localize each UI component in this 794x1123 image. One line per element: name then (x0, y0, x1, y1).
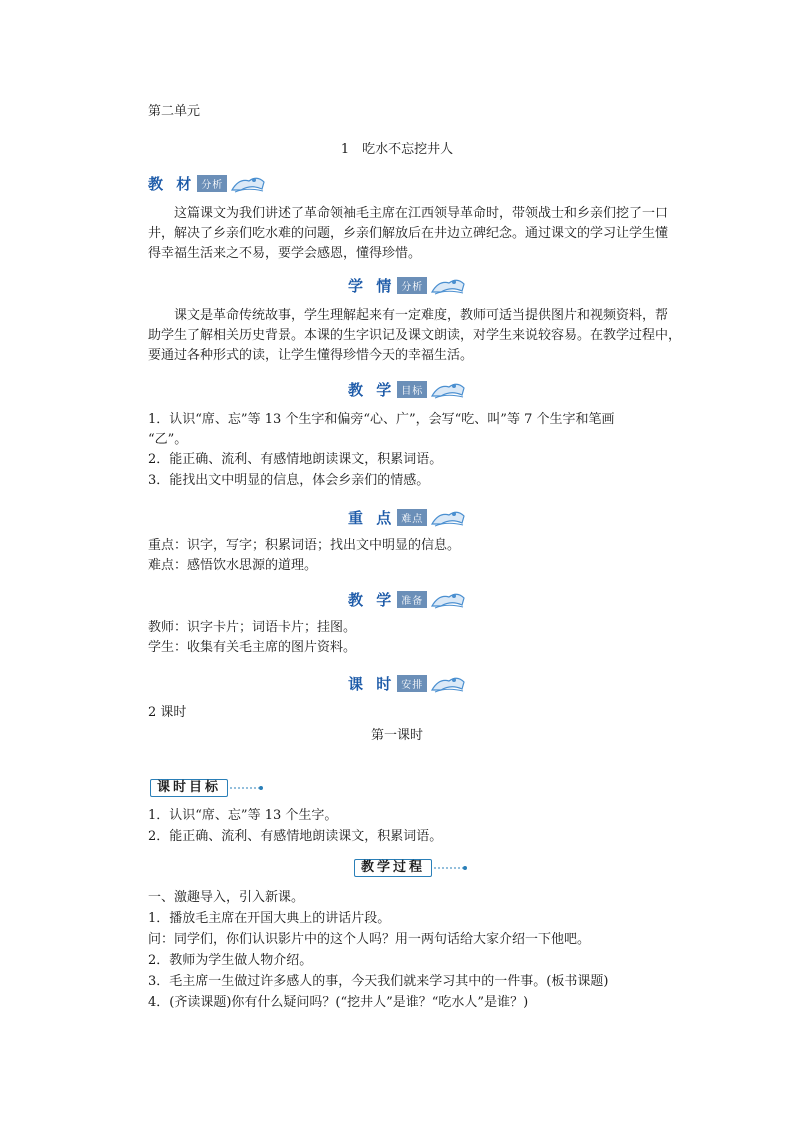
book-mascot-icon (429, 378, 467, 400)
book-mascot-icon (429, 588, 467, 610)
teaching-process-header (354, 858, 468, 878)
section-header-keshi (348, 670, 467, 696)
section-header-mubiao (348, 376, 467, 402)
book-mascot-icon (429, 506, 467, 528)
unit-label: 第二单元 (148, 104, 201, 119)
prep-line: 教师：识字卡片；词语卡片；挂图。 (148, 620, 357, 635)
section-header-zhunbei (348, 586, 467, 612)
goal-line: “乙”。 (148, 432, 188, 447)
key-point-line: 重点：识字，写字；积累词语；找出文中明显的信息。 (148, 538, 461, 553)
section-header-main: 教 材 (148, 174, 196, 193)
section-header-main: 教 学 (348, 380, 396, 399)
process-line: 3．毛主席一生做过许多感人的事，今天我们就来学习其中的一件事。(板书课题) (148, 974, 609, 989)
first-lesson-title: 第一课时 (370, 728, 423, 743)
section-header-main: 学 情 (348, 276, 396, 295)
section-header-xueqing (348, 272, 467, 298)
section-header-zhongdian (348, 504, 467, 530)
prep-line: 学生：收集有关毛主席的图片资料。 (148, 640, 357, 655)
goal-line: 1．认识“席、忘”等 13 个生字和偏旁“心、广”，会写“吃、叫”等 7 个生字和笔画 (148, 412, 615, 427)
section-header-tag: 准备 (397, 591, 427, 608)
book-mascot-icon (429, 672, 467, 694)
section-header-main: 重 点 (348, 508, 396, 527)
section-header-tag: 安排 (397, 675, 427, 692)
para-line: 井，解决了乡亲们吃水难的问题，乡亲们解放后在井边立碑纪念。通过课文的学习让学生懂 (148, 226, 669, 241)
lesson-goal-line: 1．认识“席、忘”等 13 个生字。 (148, 808, 338, 823)
process-line: 问：同学们，你们认识影片中的这个人吗？用一两句话给大家介绍一下他吧。 (148, 932, 591, 947)
process-line: 2．教师为学生做人物介绍。 (148, 953, 313, 968)
dotted-decoration-icon (434, 863, 468, 873)
difficulty-line: 难点：感悟饮水思源的道理。 (148, 558, 318, 573)
section-header-tag: 分析 (197, 175, 227, 192)
para-line: 要通过各种形式的读，让学生懂得珍惜今天的幸福生活。 (148, 348, 474, 363)
section-header-main: 课 时 (348, 674, 396, 693)
para-line: 得幸福生活来之不易，要学会感恩，懂得珍惜。 (148, 246, 422, 261)
book-mascot-icon (429, 274, 467, 296)
para-line: 助学生了解相关历史背景。本课的生字识记及课文朗读，对学生来说较容易。在教学过程中， (148, 328, 682, 343)
section-header-tag: 目标 (397, 381, 427, 398)
para-line: 课文是革命传统故事，学生理解起来有一定难度，教师可适当提供图片和视频资料，帮 (174, 308, 669, 323)
lesson-goal-line: 2．能正确、流利、有感情地朗读课文，积累词语。 (148, 829, 443, 844)
section-header-jiaocai (148, 170, 267, 196)
process-line: 4．(齐读课题)你有什么疑问吗？(“挖井人”是谁？“吃水人”是谁？) (148, 995, 529, 1010)
dotted-decoration-icon (230, 783, 264, 793)
teaching-process-label: 教学过程 (354, 859, 432, 877)
section-header-main: 教 学 (348, 590, 396, 609)
book-mascot-icon (229, 172, 267, 194)
goal-line: 3．能找出文中明显的信息，体会乡亲们的情感。 (148, 473, 430, 488)
process-line: 一、激趣导入，引入新课。 (148, 890, 305, 905)
lesson-title: 1 吃水不忘挖井人 (340, 142, 454, 157)
class-hours: 2 课时 (148, 705, 187, 720)
lesson-goal-header (150, 778, 264, 798)
lesson-goal-label: 课时目标 (150, 779, 228, 797)
process-line: 1．播放毛主席在开国大典上的讲话片段。 (148, 911, 391, 926)
para-line: 这篇课文为我们讲述了革命领袖毛主席在江西领导革命时，带领战士和乡亲们挖了一口 (174, 206, 669, 221)
goal-line: 2．能正确、流利、有感情地朗读课文，积累词语。 (148, 452, 443, 467)
section-header-tag: 难点 (397, 509, 427, 526)
section-header-tag: 分析 (397, 277, 427, 294)
